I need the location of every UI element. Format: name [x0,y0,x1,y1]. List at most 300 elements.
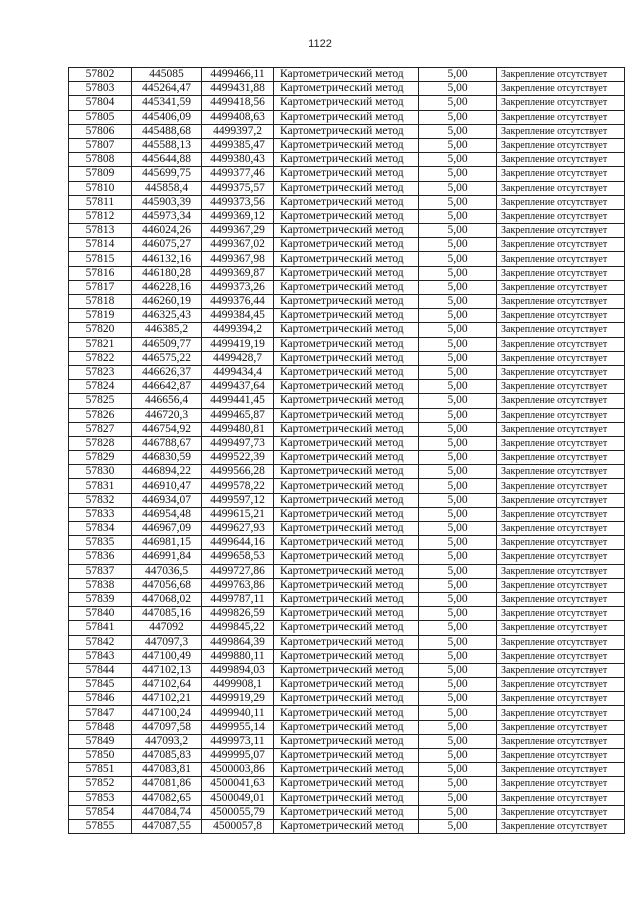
cell-method: Картометрический метод [274,465,419,479]
cell-fixation: Закрепление отсутствует [497,451,625,465]
cell-x-coordinate: 447081,86 [132,777,202,791]
cell-y-coordinate: 4499597,12 [202,493,274,507]
cell-method: Картометрический метод [274,451,419,465]
table-row [69,706,625,720]
cell-point-number: 57842 [69,635,132,649]
cell-x-coordinate: 447097,3 [132,635,202,649]
cell-accuracy: 5,00 [419,96,497,110]
cell-point-number: 57825 [69,394,132,408]
cell-y-coordinate: 4499441,45 [202,394,274,408]
cell-fixation: Закрепление отсутствует [497,465,625,479]
cell-x-coordinate: 446656,4 [132,394,202,408]
table-row [69,351,625,365]
table-row [69,224,625,238]
cell-x-coordinate: 446385,2 [132,323,202,337]
cell-y-coordinate: 4499763,86 [202,578,274,592]
table-row [69,734,625,748]
cell-point-number: 57812 [69,209,132,223]
cell-point-number: 57836 [69,550,132,564]
table-row [69,309,625,323]
cell-accuracy: 5,00 [419,138,497,152]
cell-point-number: 57805 [69,110,132,124]
table-row [69,777,625,791]
cell-y-coordinate: 4499367,98 [202,252,274,266]
cell-point-number: 57852 [69,777,132,791]
cell-x-coordinate: 445699,75 [132,167,202,181]
cell-fixation: Закрепление отсутствует [497,805,625,819]
cell-method: Картометрический метод [274,706,419,720]
cell-method: Картометрический метод [274,96,419,110]
cell-fixation: Закрепление отсутствует [497,323,625,337]
cell-y-coordinate: 4499377,46 [202,167,274,181]
cell-y-coordinate: 4499578,22 [202,479,274,493]
cell-y-coordinate: 4500003,86 [202,763,274,777]
cell-accuracy: 5,00 [419,195,497,209]
cell-accuracy: 5,00 [419,706,497,720]
cell-x-coordinate: 445588,13 [132,138,202,152]
cell-point-number: 57823 [69,365,132,379]
cell-method: Картометрический метод [274,323,419,337]
cell-point-number: 57839 [69,592,132,606]
cell-accuracy: 5,00 [419,280,497,294]
cell-point-number: 57834 [69,522,132,536]
cell-point-number: 57808 [69,153,132,167]
table-row [69,536,625,550]
cell-method: Картометрический метод [274,110,419,124]
table-row [69,564,625,578]
cell-accuracy: 5,00 [419,692,497,706]
cell-accuracy: 5,00 [419,536,497,550]
cell-y-coordinate: 4499373,26 [202,280,274,294]
cell-accuracy: 5,00 [419,209,497,223]
cell-accuracy: 5,00 [419,663,497,677]
table-row [69,578,625,592]
table-row [69,365,625,379]
table-row [69,195,625,209]
table-row [69,522,625,536]
cell-accuracy: 5,00 [419,465,497,479]
cell-method: Картометрический метод [274,408,419,422]
cell-method: Картометрический метод [274,365,419,379]
cell-method: Картометрический метод [274,124,419,138]
cell-method: Картометрический метод [274,252,419,266]
table-row [69,592,625,606]
cell-y-coordinate: 4499480,81 [202,422,274,436]
cell-x-coordinate: 446509,77 [132,337,202,351]
table-row [69,323,625,337]
cell-method: Картометрический метод [274,678,419,692]
cell-accuracy: 5,00 [419,181,497,195]
cell-point-number: 57855 [69,819,132,833]
cell-method: Картометрический метод [274,507,419,521]
table-row [69,153,625,167]
cell-point-number: 57845 [69,678,132,692]
cell-y-coordinate: 4499380,43 [202,153,274,167]
cell-fixation: Закрепление отсутствует [497,110,625,124]
cell-fixation: Закрепление отсутствует [497,280,625,294]
cell-method: Картометрический метод [274,805,419,819]
cell-accuracy: 5,00 [419,791,497,805]
cell-point-number: 57821 [69,337,132,351]
cell-point-number: 57841 [69,621,132,635]
cell-x-coordinate: 447092 [132,621,202,635]
cell-method: Картометрический метод [274,734,419,748]
cell-x-coordinate: 446132,16 [132,252,202,266]
cell-y-coordinate: 4499615,21 [202,507,274,521]
cell-method: Картометрический метод [274,337,419,351]
cell-y-coordinate: 4499385,47 [202,138,274,152]
cell-point-number: 57854 [69,805,132,819]
cell-y-coordinate: 4499497,73 [202,436,274,450]
cell-fixation: Закрепление отсутствует [497,209,625,223]
cell-method: Картометрический метод [274,592,419,606]
cell-fixation: Закрепление отсутствует [497,82,625,96]
cell-fixation: Закрепление отсутствует [497,380,625,394]
cell-point-number: 57853 [69,791,132,805]
cell-method: Картометрический метод [274,692,419,706]
cell-accuracy: 5,00 [419,607,497,621]
cell-y-coordinate: 4499384,45 [202,309,274,323]
cell-fixation: Закрепление отсутствует [497,422,625,436]
cell-x-coordinate: 447093,2 [132,734,202,748]
cell-fixation: Закрепление отсутствует [497,351,625,365]
cell-accuracy: 5,00 [419,720,497,734]
cell-x-coordinate: 446575,22 [132,351,202,365]
table-row [69,507,625,521]
cell-accuracy: 5,00 [419,351,497,365]
cell-x-coordinate: 446754,92 [132,422,202,436]
cell-method: Картометрический метод [274,720,419,734]
cell-y-coordinate: 4499940,11 [202,706,274,720]
cell-y-coordinate: 4499375,57 [202,181,274,195]
cell-method: Картометрический метод [274,266,419,280]
cell-y-coordinate: 4499644,16 [202,536,274,550]
cell-fixation: Закрепление отсутствует [497,436,625,450]
cell-y-coordinate: 4499727,86 [202,564,274,578]
cell-point-number: 57817 [69,280,132,294]
cell-accuracy: 5,00 [419,777,497,791]
cell-point-number: 57833 [69,507,132,521]
cell-x-coordinate: 447036,5 [132,564,202,578]
cell-point-number: 57816 [69,266,132,280]
cell-fixation: Закрепление отсутствует [497,252,625,266]
cell-point-number: 57850 [69,749,132,763]
cell-accuracy: 5,00 [419,678,497,692]
cell-accuracy: 5,00 [419,621,497,635]
cell-point-number: 57835 [69,536,132,550]
cell-accuracy: 5,00 [419,266,497,280]
cell-fixation: Закрепление отсутствует [497,621,625,635]
cell-y-coordinate: 4499566,28 [202,465,274,479]
cell-y-coordinate: 4499437,64 [202,380,274,394]
cell-accuracy: 5,00 [419,649,497,663]
cell-y-coordinate: 4499465,87 [202,408,274,422]
table-row [69,337,625,351]
table-row [69,394,625,408]
cell-x-coordinate: 445858,4 [132,181,202,195]
cell-point-number: 57803 [69,82,132,96]
cell-method: Картометрический метод [274,819,419,833]
table-row [69,465,625,479]
cell-fixation: Закрепление отсутствует [497,635,625,649]
cell-point-number: 57824 [69,380,132,394]
cell-point-number: 57811 [69,195,132,209]
cell-x-coordinate: 446228,16 [132,280,202,294]
cell-fixation: Закрепление отсутствует [497,507,625,521]
cell-fixation: Закрепление отсутствует [497,649,625,663]
cell-method: Картометрический метод [274,635,419,649]
cell-fixation: Закрепление отсутствует [497,68,625,82]
cell-x-coordinate: 447097,58 [132,720,202,734]
table-row [69,380,625,394]
cell-x-coordinate: 447102,21 [132,692,202,706]
table-row [69,295,625,309]
cell-fixation: Закрепление отсутствует [497,777,625,791]
cell-point-number: 57838 [69,578,132,592]
cell-accuracy: 5,00 [419,507,497,521]
cell-fixation: Закрепление отсутствует [497,720,625,734]
cell-accuracy: 5,00 [419,365,497,379]
cell-fixation: Закрепление отсутствует [497,181,625,195]
coordinates-table [68,67,625,834]
cell-accuracy: 5,00 [419,734,497,748]
cell-fixation: Закрепление отсутствует [497,550,625,564]
cell-method: Картометрический метод [274,777,419,791]
cell-point-number: 57851 [69,763,132,777]
cell-y-coordinate: 4499908,1 [202,678,274,692]
table-row [69,791,625,805]
cell-method: Картометрический метод [274,621,419,635]
cell-fixation: Закрепление отсутствует [497,734,625,748]
page-number: 1122 [308,38,332,50]
cell-method: Картометрический метод [274,479,419,493]
cell-fixation: Закрепление отсутствует [497,791,625,805]
cell-y-coordinate: 4499428,7 [202,351,274,365]
cell-point-number: 57832 [69,493,132,507]
table-row [69,479,625,493]
cell-point-number: 57815 [69,252,132,266]
cell-method: Картометрический метод [274,394,419,408]
cell-y-coordinate: 4499787,11 [202,592,274,606]
cell-point-number: 57831 [69,479,132,493]
table-row [69,678,625,692]
cell-point-number: 57846 [69,692,132,706]
cell-accuracy: 5,00 [419,635,497,649]
table-row [69,692,625,706]
cell-fixation: Закрепление отсутствует [497,819,625,833]
cell-accuracy: 5,00 [419,763,497,777]
cell-y-coordinate: 4499826,59 [202,607,274,621]
cell-point-number: 57848 [69,720,132,734]
cell-fixation: Закрепление отсутствует [497,578,625,592]
cell-y-coordinate: 4499894,03 [202,663,274,677]
cell-x-coordinate: 446954,48 [132,507,202,521]
cell-x-coordinate: 447068,02 [132,592,202,606]
table-row [69,167,625,181]
cell-fixation: Закрепление отсутствует [497,536,625,550]
table-row [69,649,625,663]
table-row [69,82,625,96]
cell-accuracy: 5,00 [419,479,497,493]
cell-fixation: Закрепление отсутствует [497,607,625,621]
cell-fixation: Закрепление отсутствует [497,592,625,606]
cell-fixation: Закрепление отсутствует [497,266,625,280]
cell-y-coordinate: 4499376,44 [202,295,274,309]
table-row [69,819,625,833]
table-row [69,408,625,422]
cell-method: Картометрический метод [274,167,419,181]
cell-accuracy: 5,00 [419,82,497,96]
cell-x-coordinate: 445085 [132,68,202,82]
cell-x-coordinate: 446991,84 [132,550,202,564]
cell-point-number: 57837 [69,564,132,578]
cell-x-coordinate: 445903,39 [132,195,202,209]
cell-x-coordinate: 447100,24 [132,706,202,720]
cell-method: Картометрический метод [274,649,419,663]
cell-y-coordinate: 4499973,11 [202,734,274,748]
cell-fixation: Закрепление отсутствует [497,295,625,309]
cell-y-coordinate: 4499864,39 [202,635,274,649]
table-row [69,720,625,734]
cell-point-number: 57813 [69,224,132,238]
table-row [69,238,625,252]
cell-accuracy: 5,00 [419,564,497,578]
table-row [69,110,625,124]
cell-y-coordinate: 4499522,39 [202,451,274,465]
table-row [69,209,625,223]
cell-point-number: 57814 [69,238,132,252]
cell-x-coordinate: 446626,37 [132,365,202,379]
cell-point-number: 57840 [69,607,132,621]
cell-method: Картометрический метод [274,82,419,96]
cell-method: Картометрический метод [274,195,419,209]
cell-accuracy: 5,00 [419,238,497,252]
cell-method: Картометрический метод [274,493,419,507]
cell-y-coordinate: 4499419,19 [202,337,274,351]
cell-y-coordinate: 4499367,29 [202,224,274,238]
cell-method: Картометрический метод [274,224,419,238]
cell-accuracy: 5,00 [419,167,497,181]
cell-accuracy: 5,00 [419,493,497,507]
cell-x-coordinate: 446788,67 [132,436,202,450]
cell-point-number: 57804 [69,96,132,110]
cell-y-coordinate: 4499627,93 [202,522,274,536]
cell-fixation: Закрепление отсутствует [497,337,625,351]
cell-method: Картометрический метод [274,380,419,394]
cell-fixation: Закрепление отсутствует [497,224,625,238]
cell-y-coordinate: 4500041,63 [202,777,274,791]
table-row [69,621,625,635]
cell-method: Картометрический метод [274,68,419,82]
cell-y-coordinate: 4499408,63 [202,110,274,124]
cell-point-number: 57843 [69,649,132,663]
cell-point-number: 57807 [69,138,132,152]
cell-accuracy: 5,00 [419,578,497,592]
cell-fixation: Закрепление отсутствует [497,124,625,138]
cell-x-coordinate: 447083,81 [132,763,202,777]
table-row [69,763,625,777]
cell-x-coordinate: 446024,26 [132,224,202,238]
cell-accuracy: 5,00 [419,124,497,138]
cell-method: Картометрический метод [274,238,419,252]
cell-y-coordinate: 4499658,53 [202,550,274,564]
cell-point-number: 57829 [69,451,132,465]
cell-y-coordinate: 4499880,11 [202,649,274,663]
cell-fixation: Закрепление отсутствует [497,479,625,493]
cell-x-coordinate: 445488,68 [132,124,202,138]
cell-x-coordinate: 446325,43 [132,309,202,323]
cell-accuracy: 5,00 [419,153,497,167]
cell-y-coordinate: 4499397,2 [202,124,274,138]
cell-accuracy: 5,00 [419,819,497,833]
cell-x-coordinate: 447056,68 [132,578,202,592]
table-row [69,550,625,564]
table-row [69,68,625,82]
cell-x-coordinate: 446720,3 [132,408,202,422]
table-row [69,607,625,621]
cell-fixation: Закрепление отсутствует [497,96,625,110]
cell-method: Картометрический метод [274,280,419,294]
cell-point-number: 57844 [69,663,132,677]
table-row [69,124,625,138]
table-row [69,493,625,507]
cell-point-number: 57828 [69,436,132,450]
cell-accuracy: 5,00 [419,522,497,536]
table-row [69,422,625,436]
cell-method: Картометрический метод [274,309,419,323]
cell-fixation: Закрепление отсутствует [497,663,625,677]
cell-y-coordinate: 4500055,79 [202,805,274,819]
table-row [69,749,625,763]
cell-method: Картометрический метод [274,763,419,777]
cell-method: Картометрический метод [274,436,419,450]
cell-x-coordinate: 445644,88 [132,153,202,167]
cell-method: Картометрический метод [274,181,419,195]
cell-x-coordinate: 445406,09 [132,110,202,124]
cell-accuracy: 5,00 [419,110,497,124]
table-row [69,663,625,677]
cell-method: Картометрический метод [274,422,419,436]
cell-fixation: Закрепление отсутствует [497,238,625,252]
cell-point-number: 57827 [69,422,132,436]
cell-point-number: 57810 [69,181,132,195]
cell-x-coordinate: 447085,16 [132,607,202,621]
cell-x-coordinate: 447082,65 [132,791,202,805]
cell-accuracy: 5,00 [419,252,497,266]
cell-method: Картометрический метод [274,663,419,677]
cell-x-coordinate: 447084,74 [132,805,202,819]
cell-fixation: Закрепление отсутствует [497,763,625,777]
cell-x-coordinate: 446830,59 [132,451,202,465]
cell-point-number: 57802 [69,68,132,82]
cell-accuracy: 5,00 [419,749,497,763]
cell-point-number: 57818 [69,295,132,309]
cell-fixation: Закрепление отсутствует [497,167,625,181]
cell-point-number: 57822 [69,351,132,365]
cell-fixation: Закрепление отсутствует [497,309,625,323]
table-row [69,635,625,649]
cell-accuracy: 5,00 [419,380,497,394]
table-row [69,138,625,152]
cell-method: Картометрический метод [274,749,419,763]
cell-y-coordinate: 4499845,22 [202,621,274,635]
cell-x-coordinate: 445264,47 [132,82,202,96]
cell-method: Картометрический метод [274,550,419,564]
cell-x-coordinate: 446075,27 [132,238,202,252]
cell-accuracy: 5,00 [419,309,497,323]
cell-method: Картометрический метод [274,153,419,167]
cell-fixation: Закрепление отсутствует [497,493,625,507]
